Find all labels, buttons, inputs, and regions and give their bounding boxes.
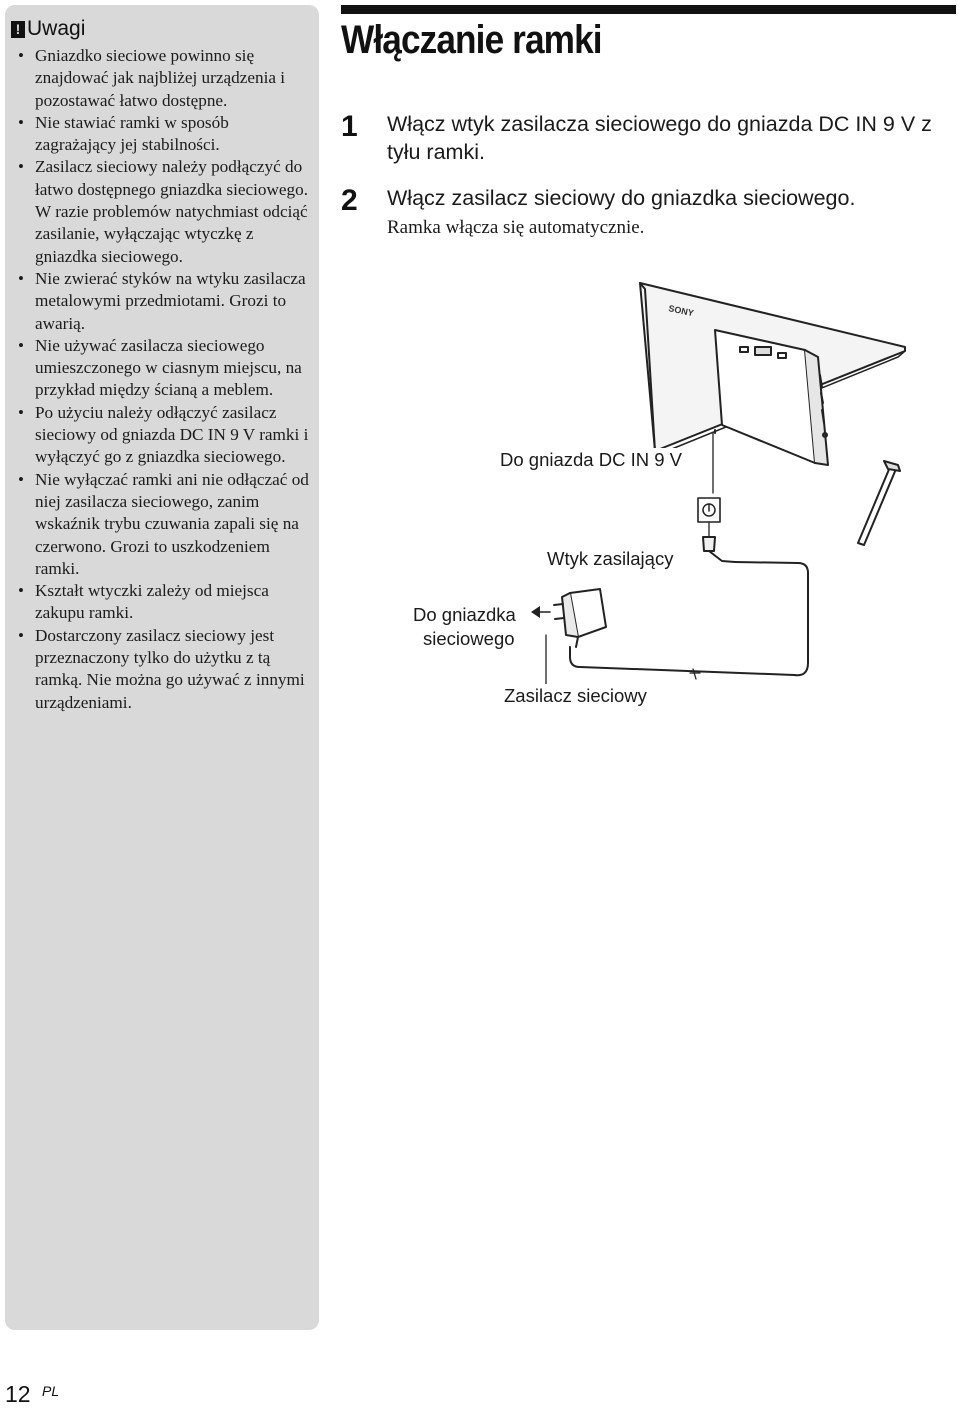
page-number: 12	[5, 1381, 31, 1407]
dc-in-socket-inset	[698, 498, 720, 522]
power-plug-and-cable	[570, 522, 808, 679]
step-text: Włącz zasilacz sieciowy do gniazdka sieciowego.	[387, 186, 856, 210]
step-number: 2	[341, 184, 358, 217]
note-item: • Kształt wtyczki zależy od miejsca zakupu ramki.	[18, 581, 269, 623]
note-item: • Nie używać zasilacza sieciowego umieszczonego w ciasnym miejscu, na przykład między ścianą a meblem.	[18, 335, 302, 400]
step-subtext: Ramka włącza się automatycznie.	[387, 217, 645, 238]
notes-list	[5, 45, 319, 714]
callout-outlet-line1: Do gniazdka	[413, 604, 516, 625]
callout-ac-adapter: Zasilacz sieciowy	[504, 685, 647, 706]
notes-heading	[11, 17, 85, 41]
note-item: • Dostarczony zasilacz sieciowy jest przeznaczony tylko do użytku z tą ramką. Nie można go używać z innymi urządzeniami.	[18, 625, 305, 712]
note-item: • Po użyciu należy odłączyć zasilacz sieciowy od gniazda DC IN 9 V ramki i wyłączyć go z gniazdka sieciowego.	[18, 402, 309, 467]
step-text: Włącz wtyk zasilacza sieciowego do gniazda DC IN 9 V z tyłu ramki.	[387, 112, 932, 164]
section-top-rule	[341, 5, 956, 14]
section-title: Włączanie ramki	[341, 18, 602, 62]
step-number: 1	[341, 110, 358, 143]
notes-panel	[5, 5, 319, 1330]
ac-adapter-body	[554, 589, 606, 647]
page-language: PL	[42, 1383, 60, 1399]
note-item: • Nie zwierać styków na wtyku zasilacza metalowymi przedmiotami. Grozi to awarią.	[18, 268, 306, 333]
callout-outlet-line2: sieciowego	[423, 628, 515, 649]
note-item: • Gniazdko sieciowe powinno się znajdować jak najbliżej urządzenia i pozostawać łatwo dostępne.	[18, 46, 286, 110]
note-item: • Nie wyłączać ramki ani nie odłączać od niej zasilacza sieciowego, zanim wskaźnik trybu czuwania zapali się na czerwono. Grozi to uszkodzeniem ramki.	[18, 469, 309, 578]
note-item: • Nie stawiać ramki w sposób zagrażający jej stabilności.	[18, 112, 229, 155]
frame-brand-logo: SONY	[667, 303, 695, 319]
note-item: • Zasilacz sieciowy należy podłączyć do łatwo dostępnego gniazdka sieciowego. W razie problemów natychmiast odciąć zasilanie, wyłączając wtyczkę z gniazdka sieciowego.	[18, 157, 309, 266]
frame-stand	[858, 461, 900, 545]
warning-note-icon: !	[11, 21, 25, 38]
connection-illustration	[400, 275, 956, 720]
callout-power-plug: Wtyk zasilający	[547, 548, 674, 569]
notes-heading-label: Uwagi	[27, 17, 86, 40]
callout-dc-in: Do gniazda DC IN 9 V	[500, 449, 683, 470]
frame-adapter-drawing	[400, 275, 956, 720]
